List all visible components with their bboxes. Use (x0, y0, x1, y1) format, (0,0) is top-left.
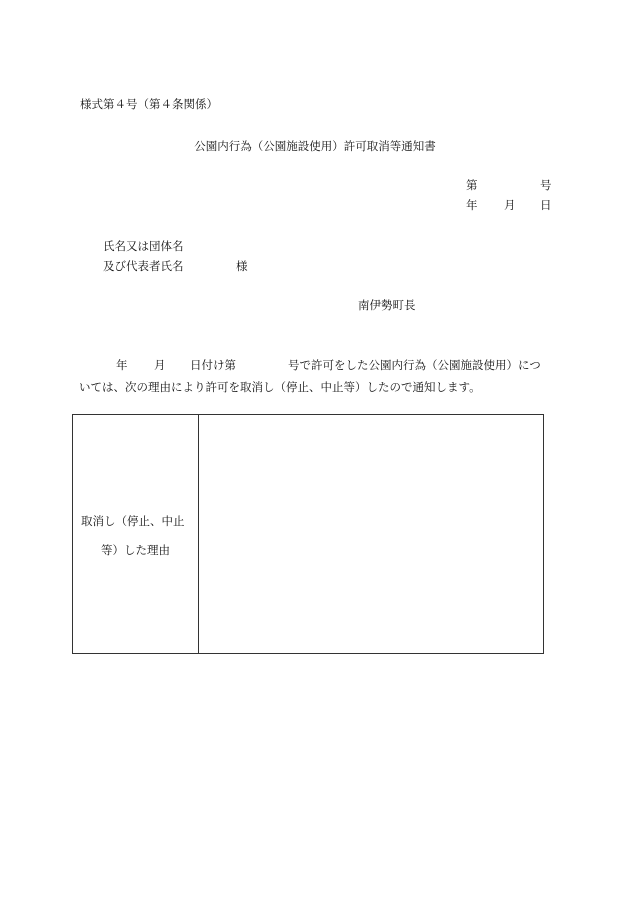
document-title: 公園内行為（公園施設使用）許可取消等通知書 (194, 139, 436, 153)
form-number: 様式第４号（第４条関係） (80, 97, 218, 111)
reason-label-line2: 等）した理由 (101, 543, 170, 557)
body-month-label: 月 (154, 358, 166, 372)
recipient-honorific: 様 (236, 259, 248, 273)
date-month-label: 月 (504, 198, 516, 212)
body-text-line2: いては、次の理由により許可を取消し（停止、中止等）したので通知します。 (79, 380, 481, 394)
body-dated-label: 日付け第 (190, 358, 236, 372)
body-year-label: 年 (116, 358, 128, 372)
recipient-representative-label: 及び代表者氏名 (103, 259, 184, 273)
issuer-title: 南伊勢町長 (358, 298, 416, 312)
recipient-name-label: 氏名又は団体名 (103, 239, 184, 253)
date-year-label: 年 (466, 198, 478, 212)
body-text-line1: 号で許可をした公園内行為（公園施設使用）につ (288, 358, 541, 372)
reason-value-field[interactable] (199, 415, 543, 653)
reference-number-prefix: 第 (466, 178, 478, 192)
reason-label-line1: 取消し（停止、中止 (81, 514, 185, 528)
reference-number-suffix: 号 (540, 178, 552, 192)
reason-table (72, 414, 544, 654)
reason-label-cell (73, 415, 199, 653)
date-day-label: 日 (540, 198, 552, 212)
